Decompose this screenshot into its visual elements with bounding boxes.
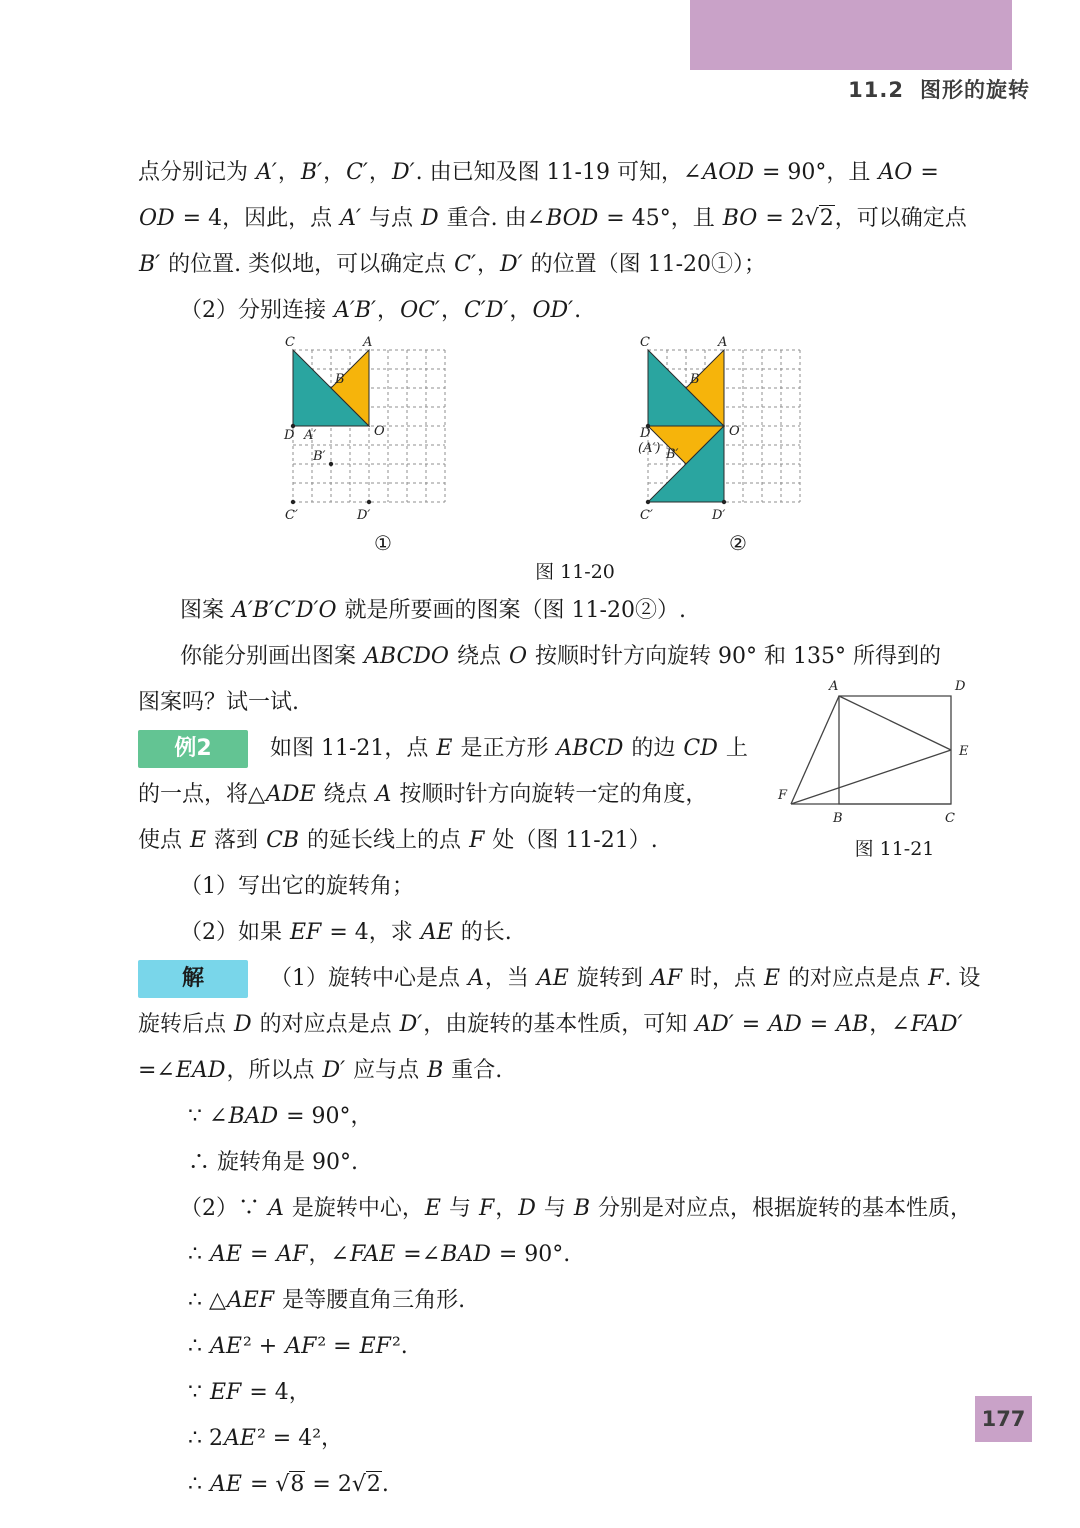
text-line: 点分别记为 A′，B′，C′，D′. 由已知及图 11-19 可知，∠AOD = 90°，且 AO = [138,160,939,185]
point-label-A: A [363,336,373,350]
text-line: ∵ ∠BAD = 90°， [188,1104,373,1129]
text-line: ∴ △AEF 是等腰直角三角形. [188,1288,466,1313]
section-number: 11.2 [848,78,904,102]
subfigure-1-label: ① [374,531,392,555]
grid-figure-2 [638,336,838,526]
point-dot-Bprime [329,462,333,466]
point-label-Dprime: D′ [712,508,726,523]
figure-11-21 [777,676,1012,861]
text-line: （1）写出它的旋转角； [180,874,414,899]
point-label-C: C [640,336,650,350]
subfigure-2-label: ② [729,531,747,555]
page-content [138,150,1012,1508]
point-dot-Dprime [722,500,726,504]
solution-section [138,956,1012,1508]
text-line: （2）如果 EF = 4，求 AE 的长. [180,920,512,945]
text-line: 旋转后点 D 的对应点是点 D′，由旋转的基本性质，可知 AD′ = AD = AB，∠FAD′ [138,1012,963,1037]
text-line: ∴ 2AE² = 4²， [188,1426,344,1451]
grid-figure-1 [283,336,483,526]
text-line: =∠EAD，所以点 D′ 应与点 B 重合. [138,1058,503,1083]
point-label-C: C [945,811,955,826]
point-label-Bprime: B′ [313,449,326,464]
point-label-Bprime: B′ [666,447,679,462]
figure-11-20 [138,336,1012,556]
text-line: B′ 的位置. 类似地，可以确定点 C′，D′ 的位置（图 11-20①）； [139,252,767,277]
text-line: （2）∵ A 是旋转中心，E 与 F，D 与 B 分别是对应点，根据旋转的基本性质， [180,1196,973,1221]
page-number-badge [975,1396,1032,1442]
point-label-Cprime: C′ [640,508,653,523]
point-label-D: D [284,428,295,443]
section-title: 图形的旋转 [920,78,1030,102]
point-label-E: E [959,744,969,759]
point-dot-Dprime [367,500,371,504]
point-label-Aprime: (A′) [638,441,661,456]
solution-tag: 解 [138,960,248,998]
line-AE [839,696,951,750]
point-dot-Cprime [646,500,650,504]
point-label-D: D [955,679,966,694]
point-label-Aprime: A′ [304,428,317,443]
section-header [848,74,1030,104]
square-ABCD [839,696,951,804]
figure-11-20-sub2 [638,336,838,556]
text-line: ∴ AE = √8 = 2√2. [188,1472,389,1497]
text-line: ∴ AE = AF，∠FAE =∠BAD = 90°. [188,1242,571,1267]
example-text: 如图 11-21，点 E 是正方形 ABCD 的边 CD 上 [270,736,748,761]
text-line: OD = 4，因此，点 A′ 与点 D 重合. 由∠BOD = 45°，且 BO = 2√2，可以确定点 [139,206,967,231]
text-line: 使点 E 落到 CB 的延长线上的点 F 处（图 11-21）. [138,828,658,853]
point-label-D: D [640,426,651,441]
figure-11-21-caption: 图 11-21 [854,838,935,860]
point-label-Cprime: C′ [285,508,298,523]
point-label-F: F [778,788,788,803]
geometry-figure [777,676,1012,828]
line-AF [791,696,839,804]
point-label-O: O [374,424,385,439]
text-line: 的一点，将△ADE 绕点 A 按顺时针方向旋转一定的角度， [138,782,708,807]
point-label-O: O [729,424,740,439]
text-line: 你能分别画出图案 ABCDO 绕点 O 按顺时针方向旋转 90° 和 135° 所得到的 [180,644,941,669]
text-line: 图案 A′B′C′D′O 就是所要画的图案（图 11-20②）. [180,598,686,623]
figure-11-20-sub1 [283,336,483,556]
header-color-block [690,0,1012,70]
text-line: ∵ EF = 4， [188,1380,311,1405]
text-line: （2）分别连接 A′B′，OC′，C′D′，OD′. [180,298,582,323]
example-tag: 例2 [138,730,248,768]
figure-11-20-caption: 图 11-20 [535,561,615,583]
solution-text: （1）旋转中心是点 A，当 AE 旋转到 AF 时，点 E 的对应点是点 F. 设 [270,966,981,991]
text-line [138,956,1012,1002]
point-label-B: B [690,372,700,387]
text-line: ∴ 旋转角是 90°. [188,1150,358,1175]
point-label-B: B [335,372,345,387]
text-line: 图案吗？试一试. [138,690,299,715]
page-number: 177 [981,1407,1026,1431]
point-label-A: A [718,336,728,350]
point-label-B: B [833,811,843,826]
point-label-Dprime: D′ [357,508,371,523]
point-dot-Cprime [291,500,295,504]
point-label-C: C [285,336,295,350]
point-label-A: A [829,679,839,694]
text-line: ∴ AE² + AF² = EF². [188,1334,408,1359]
line-FE [791,750,951,804]
